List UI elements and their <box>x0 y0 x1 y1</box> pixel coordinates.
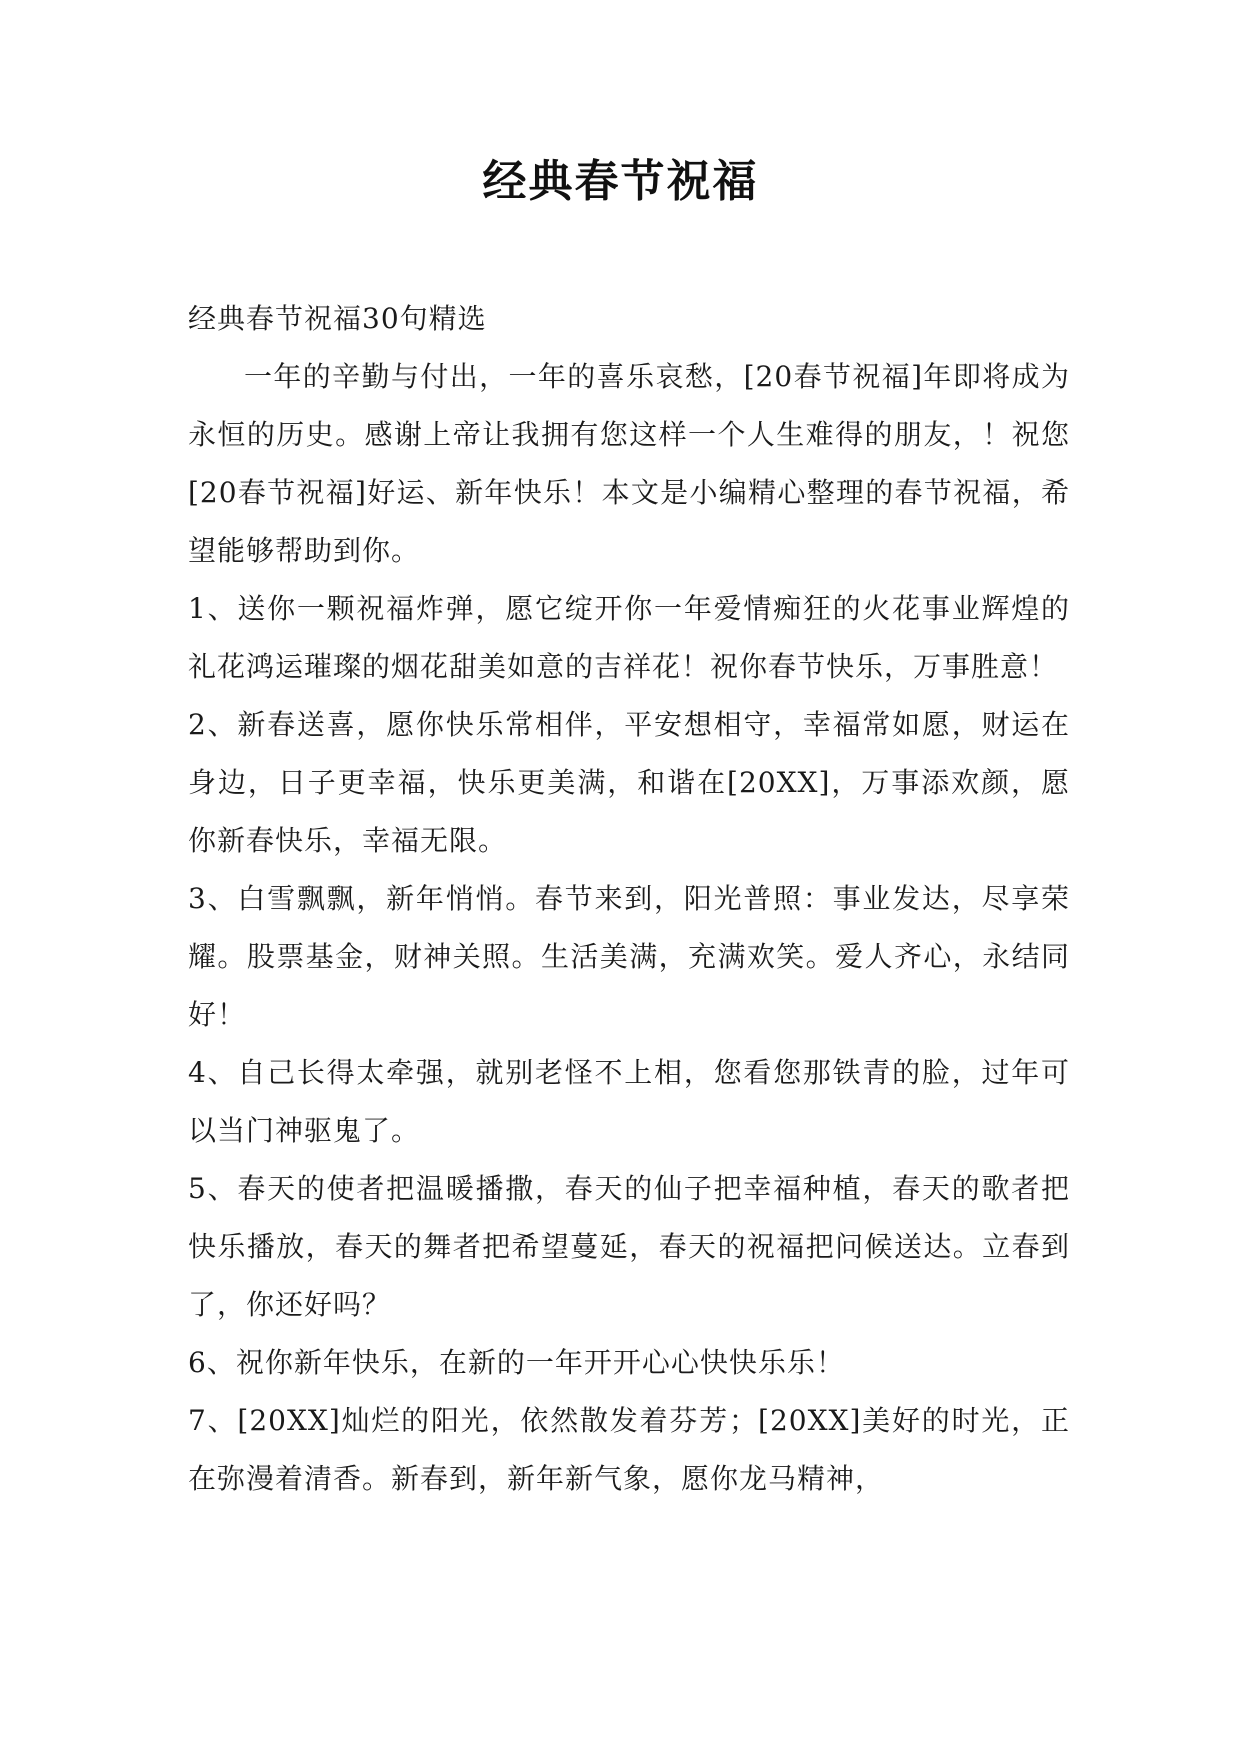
document-title: 经典春节祝福 <box>482 156 759 207</box>
blessing-item-5: 5、春天的使者把温暖播撒，春天的仙子把幸福种植，春天的歌者把快乐播放，春天的舞者把希望蔓延，春天的祝福把问候送达。立春到了，你还好吗？ <box>188 1172 1070 1321</box>
intro-paragraph: 一年的辛勤与付出，一年的喜乐哀愁，[20春节祝福]年即将成为永恒的历史。感谢上帝让我拥有您这样一个人生难得的朋友，！祝您[20春节祝福]好运、新年快乐！本文是小编精心整理的春节祝福，希望能够帮助到你。 <box>188 360 1070 567</box>
blessing-item-3: 3、白雪飘飘，新年悄悄。春节来到，阳光普照：事业发达，尽享荣耀。股票基金，财神关照。生活美满，充满欢笑。爱人齐心，永结同好！ <box>188 882 1070 1031</box>
blessing-item-2: 2、新春送喜，愿你快乐常相伴，平安想相守，幸福常如愿，财运在身边，日子更幸福，快乐更美满，和谐在[20XX]，万事添欢颜，愿你新春快乐，幸福无限。 <box>188 708 1070 857</box>
blessing-item-4: 4、自己长得太牵强，就别老怪不上相，您看您那铁青的脸，过年可以当门神驱鬼了。 <box>188 1056 1070 1147</box>
blessing-item-6: 6、祝你新年快乐，在新的一年开开心心快快乐乐！ <box>188 1346 845 1379</box>
document-subtitle: 经典春节祝福30句精选 <box>188 302 487 335</box>
document-body <box>188 290 1070 1508</box>
blessing-item-7: 7、[20XX]灿烂的阳光，依然散发着芬芳；[20XX]美好的时光，正在弥漫着清香。新春到，新年新气象，愿你龙马精神， <box>188 1404 1070 1495</box>
blessing-item-1: 1、送你一颗祝福炸弹，愿它绽开你一年爱情痴狂的火花事业辉煌的礼花鸿运璀璨的烟花甜美如意的吉祥花！祝你春节快乐，万事胜意！ <box>188 592 1070 683</box>
